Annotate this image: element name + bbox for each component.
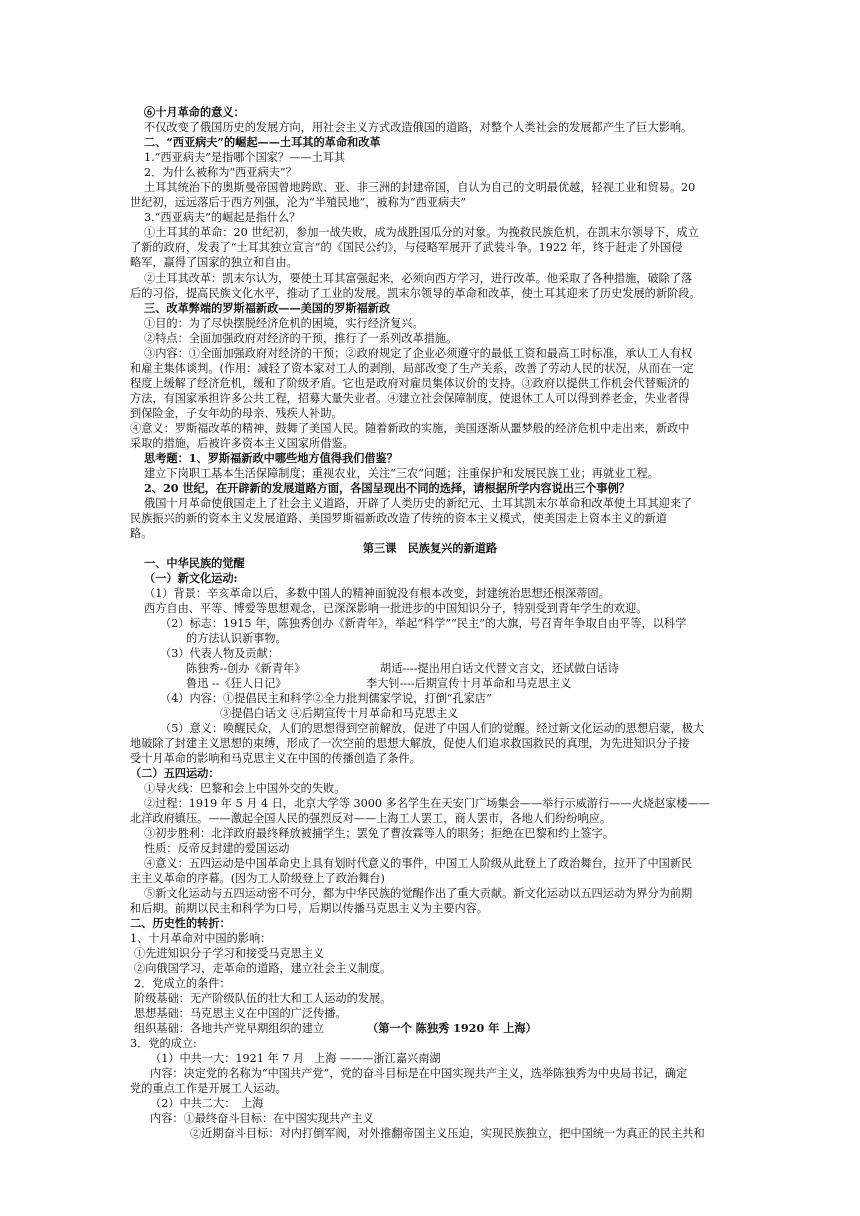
text-line	[144, 556, 245, 571]
text-span: 2、20 世纪，在开辟新的发展道路方面，各国呈现出不同的选择，请根据所学内容说出三个事例？	[144, 481, 630, 495]
text-line	[150, 1096, 263, 1111]
text-span: 二、“西亚病夫”的崛起——土耳其的革命和改革	[144, 135, 381, 149]
text-line	[130, 376, 689, 391]
text-line	[160, 721, 704, 736]
text-span: 一、中华民族的觉醒	[144, 556, 245, 570]
text-line	[144, 781, 345, 796]
text-span: 了新的政府，发表了“土耳其独立宣言”的《国民公约》，与侵略军展开了武装斗争。1922 年，终于赶走了外国侵	[130, 241, 683, 254]
text-span: 不仅改变了俄国历史的发展方向，用社会主义方式改造俄国的道路，对整个人类社会的发展都产生了巨大影响。	[144, 121, 693, 134]
text-span: ②特点：全面加强政府对经济的干预，推行了一系列改革措施。	[144, 332, 458, 345]
text-span: 3.“西亚病夫”的崛起是指什么？	[144, 211, 301, 224]
text-span: 略军，赢得了国家的独立和自由。	[130, 256, 298, 269]
text-span: 土耳其统治下的奥斯曼帝国曾地跨欧、亚、非三洲的封建帝国，自认为自己的文明最优越，轻视工业和贸易。20	[144, 181, 696, 194]
text-line	[144, 481, 630, 496]
text-span: （4）内容：①提倡民主和科学②全力批判儒家学说，打倒“孔家店”	[160, 692, 492, 705]
text-span: 三、改革弊端的罗斯福新政——美国的罗斯福新政	[144, 301, 391, 315]
text-span: 2．党成立的条件：	[134, 977, 231, 990]
text-line	[144, 826, 614, 841]
text-span: 内容：①最终奋斗目标：在中国实现共产主义	[150, 1112, 374, 1125]
text-line	[130, 511, 667, 526]
text-span: 性质：反帝反封建的爱国运动	[144, 842, 290, 855]
text-span: ③提倡白话文 ④后期宣传十月革命和马克思主义	[220, 707, 459, 720]
text-span: ①目的：为了尽快摆脱经济危机的困境，实行经济复兴。	[144, 317, 424, 330]
text-span: ②土耳其改革：凯末尔认为，要使土耳其富强起来，必须向西方学习，进行改革。他采取了各种措施，破除了落	[144, 272, 693, 285]
text-line	[130, 931, 271, 946]
text-span: 1.“西亚病夫”是指哪个国家？——土耳其	[144, 151, 346, 164]
text-line	[186, 661, 305, 676]
text-line	[314, 1051, 441, 1066]
text-span: 主主义革命的序幕。(因为工人阶级登上了政治舞台)	[130, 872, 385, 885]
text-line	[190, 1126, 705, 1141]
text-span: 的方法认识新事物。	[186, 632, 287, 645]
text-line	[130, 361, 694, 376]
text-line	[367, 1021, 537, 1036]
text-line	[144, 105, 245, 120]
text-line	[130, 286, 701, 301]
text-span: （1）背景：辛亥革命以后，多数中国人的精神面貌没有根本改变，封建统治思想还根深蒂固。	[144, 587, 610, 600]
text-line	[160, 616, 686, 631]
text-line	[366, 676, 571, 691]
text-line	[134, 1021, 324, 1036]
text-span: 北洋政府镇压。——激起全国人民的强烈反对——上海工人罢工，商人罢市，各地人们纷纷响应。	[130, 812, 612, 825]
text-line	[144, 586, 610, 601]
text-span: 3．党的成立:	[130, 1037, 197, 1050]
text-span: 阶级基础：无产阶级队伍的壮大和工人运动的发展。	[134, 992, 392, 1005]
text-line	[144, 225, 699, 240]
text-line	[144, 271, 692, 286]
text-line	[144, 856, 692, 871]
text-line	[130, 916, 231, 931]
text-line	[130, 736, 689, 751]
text-span: 民族振兴的新的资本主义发展道路、美国罗斯福新政改造了传统的资本主义模式，使美国走上资本主义的新道	[130, 512, 668, 525]
text-span: 世纪初，远远落后于西方列强，沦为“半殖民地”，被称为“西亚病夫”	[130, 196, 467, 209]
text-line	[144, 165, 297, 180]
text-span: 上海 ———浙江嘉兴南湖	[314, 1052, 441, 1065]
text-line	[130, 255, 298, 270]
text-line	[130, 526, 152, 541]
text-span: 俄国十月革命使俄国走上了社会主义道路，开辟了人类历史的新纪元、土耳其凯末尔革命和改革使土耳其迎来了	[144, 497, 693, 510]
text-line	[134, 1006, 347, 1021]
text-line	[144, 841, 289, 856]
text-span: 内容：决定党的名称为“中国共产党”，党的奋斗目标是在中国实现共产主义，选举陈独秀为中央局书记，确定	[150, 1067, 688, 1080]
text-line	[130, 406, 343, 421]
text-span: ④意义：五四运动是中国革命史上具有划时代意义的事件，中国工人阶级从此登上了政治舞台，拉开了中国新民	[144, 857, 693, 870]
text-line	[130, 901, 488, 916]
text-span: 后的习俗，提高民族文化水平，推动了工业的发展。凯末尔领导的革命和改革，使土耳其迎来了历史发展的新阶段。	[130, 287, 701, 300]
text-line	[134, 961, 391, 976]
text-span: ③初步胜利：北洋政府最终释放被捕学生；罢免了曹汝霖等人的职务；拒绝在巴黎和约上签字。	[144, 827, 614, 840]
text-span: ③内容：①全面加强政府对经济的干预；②政府规定了企业必须遵守的最低工资和最高工时标准，承认工人有权	[144, 347, 693, 360]
text-span: 到保险金，子女年幼的母亲、残疾人补助。	[130, 407, 343, 420]
text-line	[144, 466, 659, 481]
text-line	[144, 496, 692, 511]
text-span: 方法，有国家承担许多公共工程，招募大量失业者。④建立社会保障制度，使退休工人可以得到养老金，失业者得	[130, 392, 690, 405]
text-span: ①导火线：巴黎和会上中国外交的失败。	[144, 782, 346, 795]
text-span: （二）五四运动：	[130, 766, 220, 780]
text-line	[130, 751, 421, 766]
text-line	[150, 1066, 687, 1081]
text-span: 西方自由、平等、博爱等思想观念，已深深影响一批进步的中国知识分子，特别受到青年学生的欢迎。	[144, 602, 648, 615]
text-span: （第一个 陈独秀 1920 年 上海）	[367, 1021, 537, 1035]
text-span: 2．为什么被称为“西亚病夫”？	[144, 166, 297, 179]
text-line	[186, 676, 287, 691]
text-line	[186, 631, 287, 646]
text-line	[144, 316, 424, 331]
text-line	[130, 1036, 197, 1051]
text-span: ②向俄国学习，走革命的道路，建立社会主义制度。	[134, 962, 392, 975]
lesson-title: 第三课 民族复兴的新道路	[362, 541, 498, 555]
text-span: 二、历史性的转折：	[130, 916, 231, 930]
text-line	[130, 871, 385, 886]
text-line	[134, 991, 391, 1006]
text-line	[144, 451, 398, 466]
text-span: 陈独秀--创办《新青年》	[186, 662, 306, 675]
text-line	[150, 1111, 374, 1126]
text-line	[130, 195, 466, 210]
text-line	[144, 301, 390, 316]
text-line	[130, 1081, 287, 1096]
text-span: ②近期奋斗目标：对内打倒军阀，对外推翻帝国主义压迫，实现民族独立，把中国统一为真正的民主共和	[190, 1127, 705, 1140]
text-line	[144, 135, 381, 150]
text-line	[144, 180, 695, 195]
text-span: （5）意义：唤醒民众，人们的思想得到空前解放，促进了中国人们的觉醒。经过新文化运动的思想启蒙，极大	[160, 722, 705, 735]
text-span: ⑤新文化运动与五四运动密不可分，都为中华民族的觉醒作出了重大贡献。新文化运动以五四运动为界分为前期	[144, 887, 693, 900]
text-span: 思想基础：马克思主义在中国的广泛传播。	[134, 1007, 347, 1020]
text-line	[134, 946, 324, 961]
text-span: 胡适----提出用白话文代替文言文，还试做白话诗	[380, 662, 619, 675]
text-span: 1、十月革命对中国的影响：	[130, 932, 272, 945]
text-span: 路。	[130, 527, 153, 540]
text-line	[144, 150, 345, 165]
text-line	[144, 346, 692, 361]
text-line	[130, 240, 683, 255]
text-line	[144, 571, 238, 586]
text-line	[220, 706, 459, 721]
text-span: 建立下岗职工基本生活保障制度；重视农业，关注“三农”问题；注重保护和发展民族工业；再就业工程。	[144, 467, 659, 480]
text-line	[144, 331, 457, 346]
text-span: 采取的措施，后被许多资本主义国家所借鉴。	[130, 437, 354, 450]
text-span: 鲁迅 --《狂人日记》	[186, 677, 287, 690]
text-span: ②过程：1919 年 5 月 4 日，北京大学等 3000 多名学生在天安门广场集会——举行示威游行——火烧赵家楼——	[144, 797, 710, 810]
text-span: （2）中共二大： 上海	[150, 1097, 264, 1110]
text-span: （一）新文化运动:	[144, 571, 238, 585]
text-span: ⑥十月革命的意义：	[144, 105, 245, 119]
text-line	[144, 210, 300, 225]
text-span: ①先进知识分子学习和接受马克思主义	[134, 947, 325, 960]
text-span: 地破除了封建主义思想的束缚，形成了一次空前的思想大解放，促使人们追求救国救民的真理，为先进知识分子接	[130, 737, 690, 750]
text-line	[144, 886, 692, 901]
text-span: （2）标志：1915 年，陈独秀创办《新青年》，举起“科学”“民主”的大旗，号召青年争取自由平等，以科学	[160, 617, 687, 630]
text-line	[130, 811, 611, 826]
text-line	[144, 120, 692, 135]
text-line	[130, 766, 220, 781]
text-span: （1）中共一大：1921 年 7 月	[150, 1052, 305, 1065]
text-span: 组织基础：各地共产党早期组织的建立	[134, 1022, 325, 1035]
text-line	[160, 646, 279, 661]
text-line	[144, 601, 647, 616]
text-line	[130, 421, 689, 436]
text-span: 思考题：1、罗斯福新政中哪些地方值得我们借鉴？	[144, 451, 398, 465]
text-span: 和后期。前期以民主和科学为口号，后期以传播马克思主义为主要内容。	[130, 902, 489, 915]
text-span: ①土耳其的革命：20 世纪初，参加一战失败，成为战胜国瓜分的对象。为挽救民族危机，在凯末尔领导下，成立	[144, 226, 699, 239]
text-line	[150, 1051, 304, 1066]
text-span: 受十月革命的影响和马克思主义在中国的传播创造了条件。	[130, 752, 421, 765]
text-line	[380, 661, 619, 676]
text-line	[134, 976, 231, 991]
text-span: 程度上缓解了经济危机，缓和了阶级矛盾。它也是政府对雇员集体议价的支持。③政府以提供工作机会代替赈济的	[130, 377, 690, 390]
text-line	[130, 391, 689, 406]
text-line	[144, 796, 710, 811]
text-span: （3）代表人物及贡献：	[160, 647, 279, 660]
text-line	[160, 691, 492, 706]
text-span: ④意义：罗斯福改革的精神，鼓舞了美国人民。随着新政的实施，美国逐渐从噩梦般的经济危机中走出来，新政中	[130, 422, 690, 435]
text-span: 和雇主集体谈判。(作用：减轻了资本家对工人的剥削，局部改变了生产关系，改善了劳动人民的状况，从而在一定	[130, 362, 694, 375]
text-span: 李大钊----后期宣传十月革命和马克思主义	[366, 677, 572, 690]
text-span: 党的重点工作是开展工人运动。	[130, 1082, 287, 1095]
text-line	[130, 436, 354, 451]
